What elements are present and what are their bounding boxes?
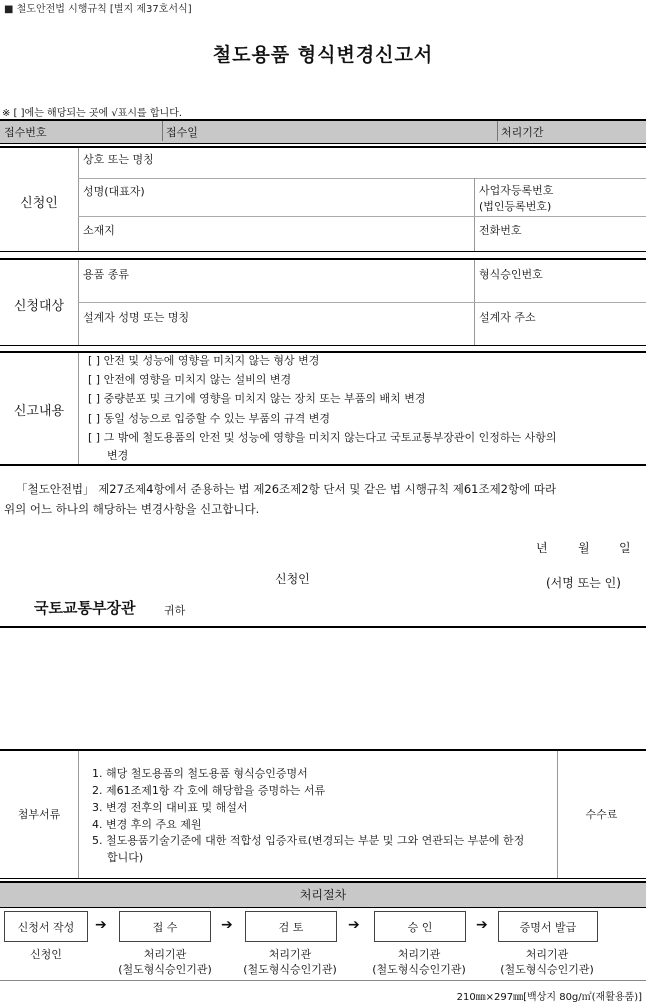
report-item[interactable]: [ ] 안전에 영향을 미치지 않는 설비의 변경	[88, 373, 292, 386]
addressee-honorific: 귀하	[164, 604, 186, 617]
step-box-apply	[4, 911, 88, 942]
arrow-right-icon: ➔	[221, 917, 233, 933]
step-actor-detail: (철도형식승인기관)	[118, 963, 212, 976]
addressee: 국토교통부장관	[34, 599, 136, 617]
product-type-label: 용품 종류	[83, 268, 130, 281]
procedure-title: 처리절차	[299, 888, 347, 902]
checkbox-note: ※ [ ]에는 해당되는 곳에 √표시를 합니다.	[2, 108, 183, 119]
attachment-item: 3. 변경 전후의 대비표 및 해설서	[92, 801, 248, 814]
report-item-continuation: 변경	[107, 449, 129, 462]
fee-label: 수수료	[585, 808, 618, 821]
designer-address-label: 설계자 주소	[479, 311, 536, 324]
page-title: 철도용품 형식변경신고서	[212, 44, 434, 66]
step-box-issue	[498, 911, 598, 942]
attachment-item: 5. 철도용품기술기준에 대한 적합성 입증자료(변경되는 부분 및 그와 연관되는 부분에 한정	[92, 834, 525, 847]
arrow-right-icon: ➔	[476, 917, 488, 933]
processing-period-label: 처리기간	[501, 126, 544, 139]
target-section-label: 신청대상	[13, 299, 65, 314]
step-label: 승 인	[407, 920, 433, 934]
receipt-bar	[0, 119, 646, 144]
step-box-approve	[374, 911, 466, 942]
attachment-item: 2. 제61조제1항 각 호에 해당함을 증명하는 서류	[92, 784, 326, 797]
report-item[interactable]: [ ] 중량분포 및 크기에 영향을 미치지 않는 장치 또는 부품의 배치 변경	[88, 392, 426, 405]
report-item[interactable]: [ ] 동일 성능으로 입증할 수 있는 부품의 규격 변경	[88, 412, 330, 425]
step-actor: 처리기관	[143, 948, 187, 961]
step-actor-detail: (철도형식승인기관)	[500, 963, 594, 976]
business-number-label: 사업자등록번호	[479, 184, 554, 197]
approval-number-label: 형식승인번호	[479, 268, 543, 281]
address-label: 소재지	[83, 224, 115, 237]
arrow-right-icon: ➔	[95, 917, 107, 933]
report-section-label: 신고내용	[13, 404, 65, 419]
attachment-item-continuation: 합니다)	[107, 851, 144, 864]
signer-label: 신청인	[275, 572, 310, 586]
corporate-number-label: (법인등록번호)	[479, 200, 552, 213]
signature-label[interactable]: (서명 또는 인)	[546, 576, 621, 590]
company-name-label: 상호 또는 명칭	[83, 153, 154, 166]
step-actor: 처리기관	[525, 948, 569, 961]
applicant-section-label: 신청인	[20, 196, 58, 211]
step-actor: 신청인	[30, 948, 62, 961]
step-label: 신청서 작성	[17, 920, 75, 934]
form-reference: ■ 철도안전법 시행규칙 [별지 제37호서식]	[4, 4, 192, 15]
date-day-label: 일	[619, 541, 631, 555]
statement-line-1: 「철도안전법」 제27조제4항에서 준용하는 법 제26조제2항 단서 및 같은 법 시행규칙 제61조제2항에 따라	[16, 482, 557, 496]
step-actor: 처리기관	[268, 948, 312, 961]
designer-name-label: 설계자 성명 또는 명칭	[83, 311, 190, 324]
step-label: 증명서 발급	[519, 920, 577, 934]
step-actor-detail: (철도형식승인기관)	[372, 963, 466, 976]
phone-label: 전화번호	[479, 224, 522, 237]
step-label: 검 토	[278, 920, 304, 934]
attachment-item: 4. 변경 후의 주요 제원	[92, 818, 202, 831]
attachment-item: 1. 해당 철도용품의 철도용품 형식승인증명서	[92, 767, 308, 780]
date-year-label: 년	[536, 541, 548, 555]
representative-label: 성명(대표자)	[83, 185, 145, 198]
step-actor: 처리기관	[397, 948, 441, 961]
receipt-date-label: 접수일	[166, 126, 198, 139]
step-label: 접 수	[152, 920, 178, 934]
attachments-label: 첨부서류	[17, 808, 61, 821]
step-actor-detail: (철도형식승인기관)	[243, 963, 337, 976]
statement-line-2: 위의 어느 하나의 해당하는 변경사항을 신고합니다.	[4, 502, 260, 516]
report-item[interactable]: [ ] 안전 및 성능에 영향을 미치지 않는 형상 변경	[88, 354, 320, 367]
report-item[interactable]: [ ] 그 밖에 철도용품의 안전 및 성능에 영향을 미치지 않는다고 국토교통부장관이 인정하는 사항의	[88, 431, 557, 444]
date-month-label: 월	[578, 541, 590, 555]
paper-spec: 210㎜×297㎜[백상지 80g/㎡(재활용품)]	[456, 992, 642, 1003]
receipt-number-label: 접수번호	[4, 126, 47, 139]
step-box-review	[245, 911, 337, 942]
step-box-receive	[119, 911, 211, 942]
arrow-right-icon: ➔	[348, 917, 360, 933]
